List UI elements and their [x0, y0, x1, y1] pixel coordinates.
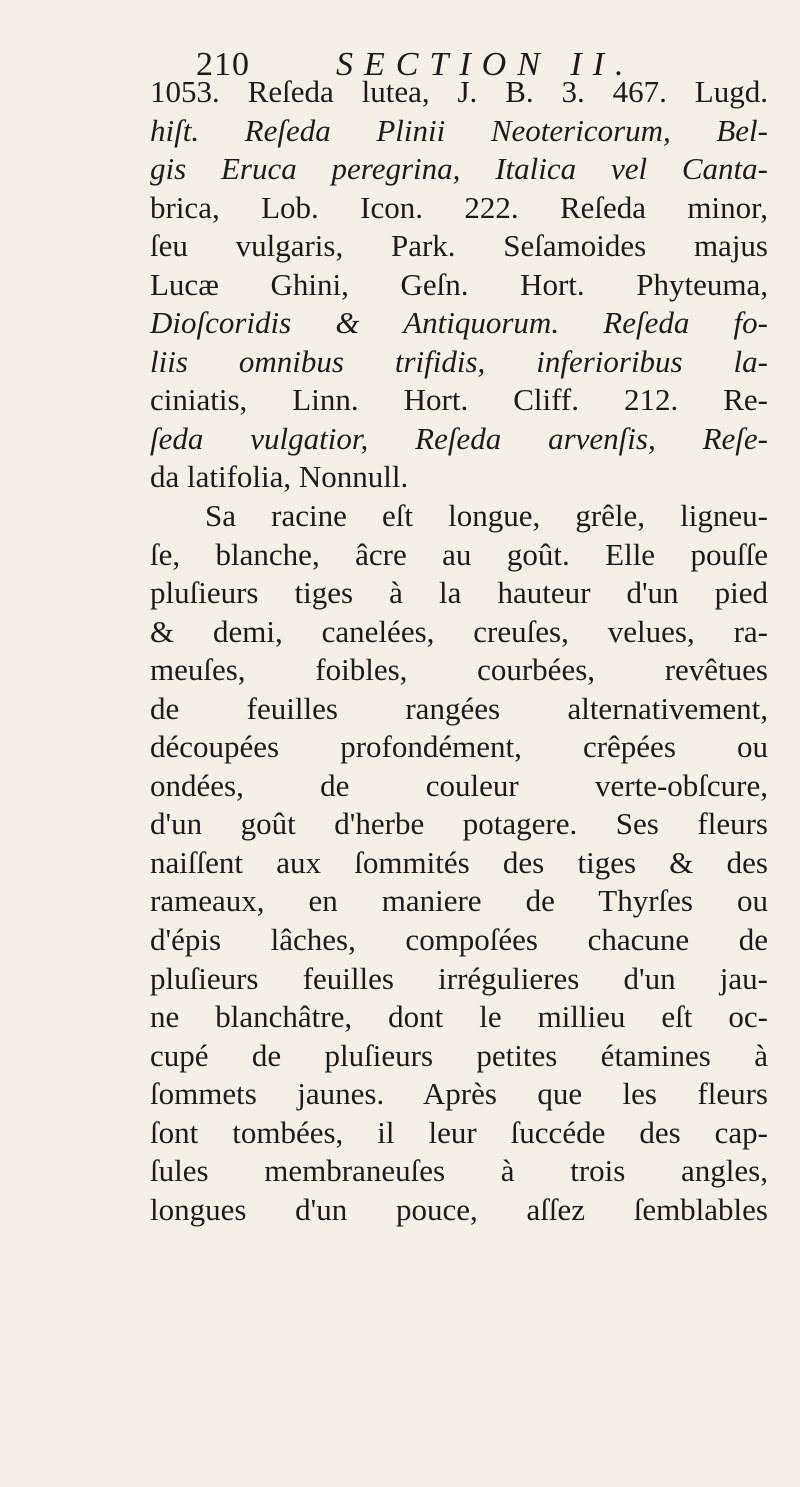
text-line: Dioſcoridis & Antiquorum. Reſeda fo- — [150, 305, 768, 341]
text-line: ne blanchâtre, dont le millieu eſt oc- — [150, 999, 768, 1035]
text-line: longues d'un pouce, aſſez ſemblables — [150, 1191, 768, 1227]
text-line: pluſieurs feuilles irrégulieres d'un jau- — [150, 960, 768, 996]
text-line: rameaux, en maniere de Thyrſes ou — [150, 883, 768, 919]
text-line: Lucæ Ghini, Geſn. Hort. Phyteuma, — [150, 266, 768, 302]
text-line: da latifolia, Nonnull. — [150, 459, 409, 495]
text-line: liis omnibus trifidis, inferioribus la- — [150, 343, 768, 379]
text-line: ſommets jaunes. Après que les fleurs — [150, 1076, 768, 1112]
text-line: naiſſent aux ſommités des tiges & des — [150, 844, 768, 880]
text-line: cupé de pluſieurs petites étamines à — [150, 1037, 768, 1073]
text-line: d'un goût d'herbe potagere. Ses fleurs — [150, 806, 768, 842]
text-line: pluſieurs tiges à la hauteur d'un pied — [150, 575, 768, 611]
text-line: 1053. Reſeda lutea, J. B. 3. 467. Lugd. — [150, 74, 768, 109]
text-line: & demi, canelées, creuſes, velues, ra- — [150, 613, 768, 649]
text-line: brica, Lob. Icon. 222. Reſeda minor, — [150, 189, 768, 225]
page-number: 210 — [196, 46, 250, 83]
text-line: hiſt. Reſeda Plinii Neotericorum, Bel- — [150, 112, 768, 148]
text-line: ſe, blanche, âcre au goût. Elle pouſſe — [150, 536, 768, 572]
text-line: meuſes, foibles, courbées, revêtues — [150, 652, 768, 688]
text-line: ſules membraneuſes à trois angles, — [150, 1153, 768, 1189]
text-line: ſeda vulgatior, Reſeda arvenſis, Reſe- — [150, 420, 768, 456]
text-line: ondées, de couleur verte-obſcure, — [150, 767, 768, 803]
text-line: ciniatis, Linn. Hort. Cliff. 212. Re- — [150, 382, 768, 418]
text-line: gis Eruca peregrina, Italica vel Canta- — [150, 151, 768, 187]
running-head: SECTION II. — [336, 46, 635, 83]
text-line: d'épis lâches, compoſées chacune de — [150, 922, 768, 958]
text-line: découpées profondément, crêpées ou — [150, 729, 768, 765]
body-text — [150, 73, 768, 1229]
paragraph-first-line: Sa racine eſt longue, grêle, ligneu- — [205, 498, 768, 534]
text-line: ſeu vulgaris, Park. Seſamoides majus — [150, 228, 768, 264]
text-line: de feuilles rangées alternativement, — [150, 690, 768, 726]
text-line: ſont tombées, il leur ſuccéde des cap- — [150, 1114, 768, 1150]
